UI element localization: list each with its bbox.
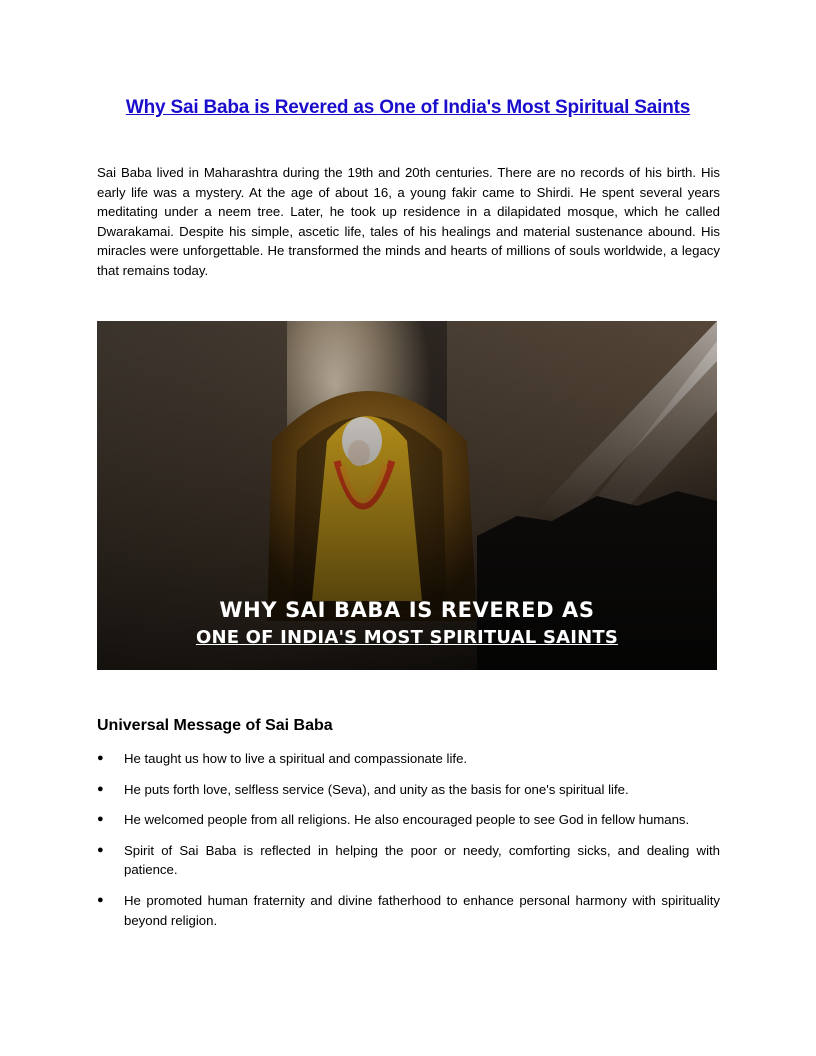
page-title[interactable]: Why Sai Baba is Revered as One of India's Most Spiritual Saints <box>125 97 691 118</box>
list-item <box>97 891 720 930</box>
bullet-icon: ● <box>97 782 104 795</box>
message-list <box>97 749 720 941</box>
bullet-icon: ● <box>97 813 104 826</box>
list-item-text: He welcomed people from all religions. He also encouraged people to see God in fellow humans. <box>124 812 690 828</box>
bullet-icon: ● <box>97 843 104 856</box>
bullet-icon: ● <box>97 893 104 906</box>
list-item <box>97 810 720 830</box>
list-item-text: Spirit of Sai Baba is reflected in helping the poor or needy, comforting sicks, and dealing with patience. <box>124 842 720 878</box>
banner-caption-line1: WHY SAI BABA IS REVERED AS <box>219 598 595 622</box>
bullet-icon: ● <box>97 752 104 764</box>
list-item <box>97 780 720 800</box>
list-item-text: He promoted human fraternity and divine fatherhood to enhance personal harmony with spirituality beyond religion. <box>124 892 720 928</box>
list-item-text: He puts forth love, selfless service (Seva), and unity as the basis for one's spiritual life. <box>124 781 629 797</box>
banner-image <box>97 321 717 670</box>
list-item <box>97 841 720 880</box>
list-item-text: He taught us how to live a spiritual and compassionate life. <box>124 751 468 766</box>
section-heading: Universal Message of Sai Baba <box>97 717 333 734</box>
intro-paragraph: Sai Baba lived in Maharashtra during the 19th and 20th centuries. There are no records of his birth. His early life was a mystery. At the age of about 16, a young fakir came to Shirdi. He spent several years meditating under a neem tree. Later, he took up residence in a dilapidated mosque, which he called Dwarakamai. Despite his simple, ascetic life, tales of his healings and material sustenance abound. His miracles were unforgettable. He transformed the minds and hearts of millions of souls worldwide, a legacy that remains today. <box>97 165 720 278</box>
list-item <box>97 749 720 769</box>
banner-caption-line2: ONE OF INDIA'S MOST SPIRITUAL SAINTS <box>195 627 619 648</box>
